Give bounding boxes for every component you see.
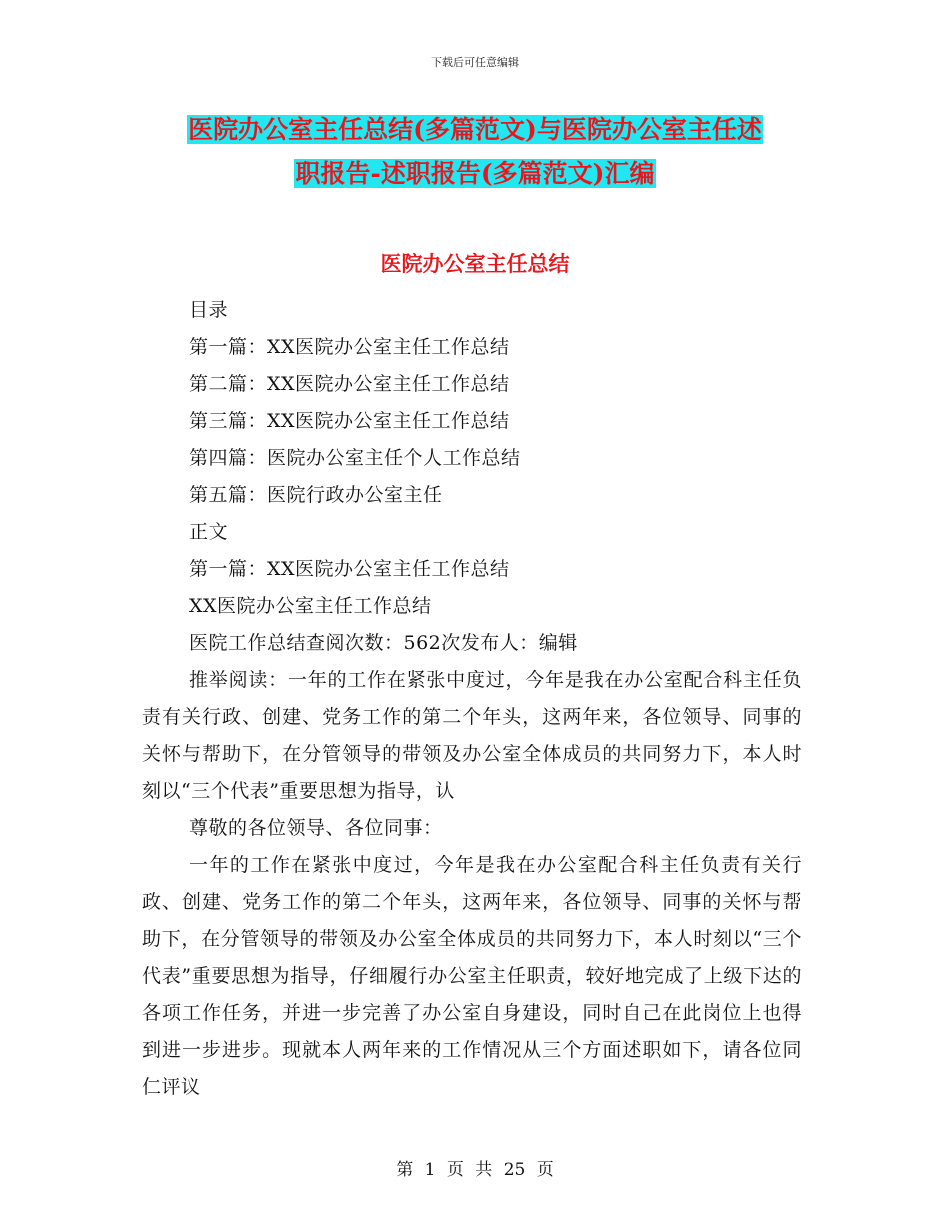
toc-item: 第一篇：XX医院办公室主任工作总结	[189, 336, 510, 358]
page-footer: 第 1 页 共 25 页	[396, 1160, 554, 1180]
toc-item: 第三篇：XX医院办公室主任工作总结	[189, 410, 510, 432]
document-title	[140, 108, 810, 196]
article-title: XX医院办公室主任工作总结	[189, 595, 432, 617]
toc-item: 第五篇：医院行政办公室主任	[189, 484, 443, 506]
zhengwen-heading: 正文	[189, 521, 229, 543]
section-title: 医院办公室主任总结	[380, 251, 570, 276]
toc-item: 第四篇：医院办公室主任个人工作总结	[189, 447, 521, 469]
document-body	[142, 292, 802, 1106]
title-line-2: 职报告-述职报告(多篇范文)汇编	[295, 159, 655, 188]
toc-heading: 目录	[189, 299, 229, 321]
toc-item: 第二篇：XX医院办公室主任工作总结	[189, 373, 510, 395]
chapter-heading: 第一篇：XX医院办公室主任工作总结	[189, 558, 510, 580]
body-paragraph: 一年的工作在紧张中度过，今年是我在办公室配合科主任负责有关行政、创建、党务工作的第二个年头，这两年来，各位领导、同事的关怀与帮助下，在分管领导的带领及办公室全体成员的共同努力下，本人时刻以“三个代表”重要思想为指导，仔细履行办公室主任职责，较好地完成了上级下达的各项工作任务，并进一步完善了办公室自身建设，同时自己在此岗位上也得到进一步进步。现就本人两年来的工作情况从三个方面述职如下，请各位同仁评议	[142, 854, 802, 1098]
recommend-paragraph: 推举阅读：一年的工作在紧张中度过，今年是我在办公室配合科主任负责有关行政、创建、党务工作的第二个年头，这两年来，各位领导、同事的关怀与帮助下，在分管领导的带领及办公室全体成员的共同努力下，本人时刻以“三个代表”重要思想为指导，认	[142, 669, 802, 802]
greeting: 尊敬的各位领导、各位同事：	[189, 817, 443, 839]
header-note: 下载后可任意编辑	[431, 56, 519, 69]
article-meta: 医院工作总结查阅次数：562次发布人：编辑	[189, 632, 578, 654]
title-line-1: 医院办公室主任总结(多篇范文)与医院办公室主任述	[188, 115, 762, 144]
